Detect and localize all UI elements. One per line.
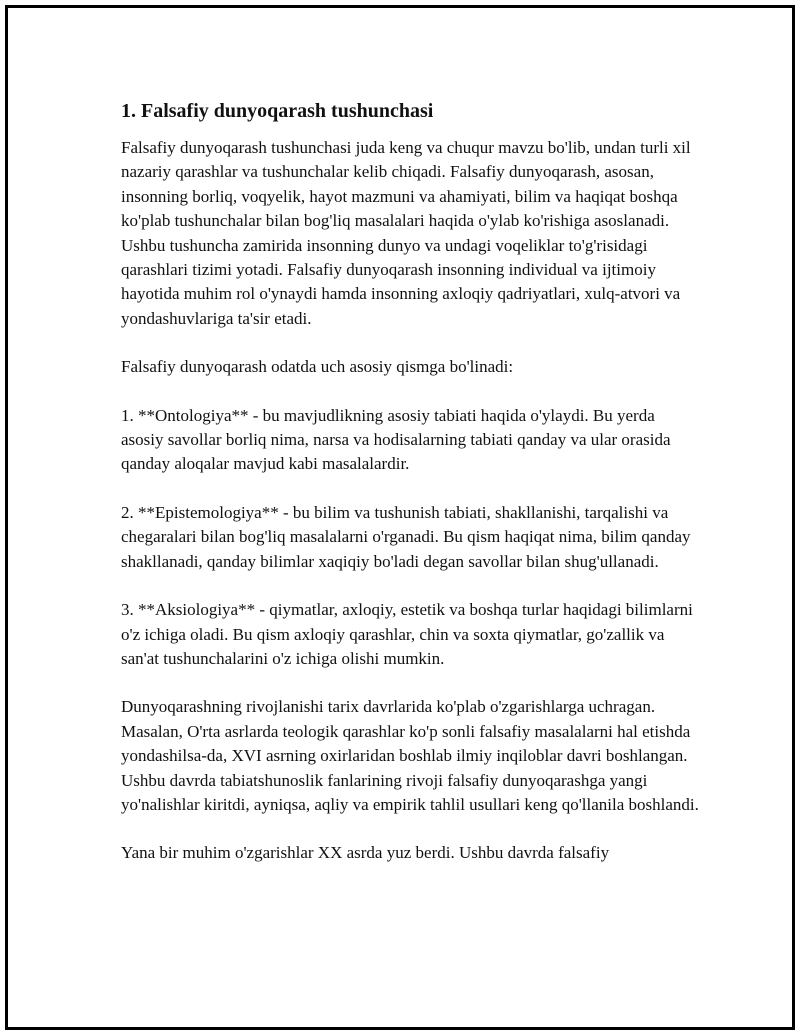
list-item-ontology: 1. **Ontologiya** - bu mavjudlikning asosiy tabiati haqida o'ylaydi. Bu yerda asosiy savollar borliq nima, narsa va hodisalarning tabiati qanday va ular orasida qanday aloqalar mavjud kabi masalalardir.	[121, 405, 671, 474]
section-heading: 1. Falsafiy dunyoqarash tushunchasi	[121, 100, 434, 122]
list-item-epistemology: 2. **Epistemologiya** - bu bilim va tushunish tabiati, shakllanishi, tarqalishi va chegaralari bilan bog'liq masalalarni o'rganadi. Bu qism haqiqat nima, bilim qanday shakllanadi, qanday bilimlar xaqiqiy bo'ladi degan savollar bilan shug'ullanadi.	[121, 502, 691, 571]
document-body	[121, 98, 701, 890]
paragraph-intro: Falsafiy dunyoqarash tushunchasi juda keng va chuqur mavzu bo'lib, undan turli xil nazariy qarashlar va tushunchalar kelib chiqadi. Falsafiy dunyoqarash, asosan, insonning borliq, voqyelik, hayot mazmuni va ahamiyati, bilim va haqiqat boshqa ko'plab tushunchalar bilan bog'liq masalalari haqida o'ylab ko'rishiga asoslanadi. Ushbu tushuncha zamirida insonning dunyo va undagi voqeliklar to'g'risidagi qarashlari tizimi yotadi. Falsafiy dunyoqarash insonning individual va ijtimoiy hayotida muhim rol o'ynaydi hamda insonning axloqiy qadriyatlari, xulq-atvori va yondashuvlariga ta'sir etadi.	[121, 138, 691, 328]
document-page	[5, 5, 795, 1030]
list-item-axiology: 3. **Aksiologiya** - qiymatlar, axloqiy, estetik va boshqa turlar haqidagi bilimlarni o'z ichiga oladi. Bu qism axloqiy qarashlar, chin va soxta qiymatlar, go'zallik va san'at tushunchalarini o'z ichiga olishi mumkin.	[121, 600, 693, 668]
paragraph-continued: Yana bir muhim o'zgarishlar XX asrda yuz berdi. Ushbu davrda falsafiy	[121, 843, 610, 863]
paragraph-history: Dunyoqarashning rivojlanishi tarix davrlarida ko'plab o'zgarishlarga uchragan. Masalan, O'rta asrlarda teologik qarashlar ko'p sonli falsafiy masalalarni hal etishda yondashilsa-da, XVI asrning oxirlaridan boshlab ilmiy inqiloblar davri boshlangan. Ushbu davrda tabiatshunoslik fanlarining rivoji falsafiy dunyoqarashga yangi yo'nalishlar kiritdi, ayniqsa, aqliy va empirik tahlil usullari keng qo'llanila boshlandi.	[121, 697, 699, 814]
paragraph-parts-lead: Falsafiy dunyoqarash odatda uch asosiy qismga bo'linadi:	[121, 357, 514, 377]
